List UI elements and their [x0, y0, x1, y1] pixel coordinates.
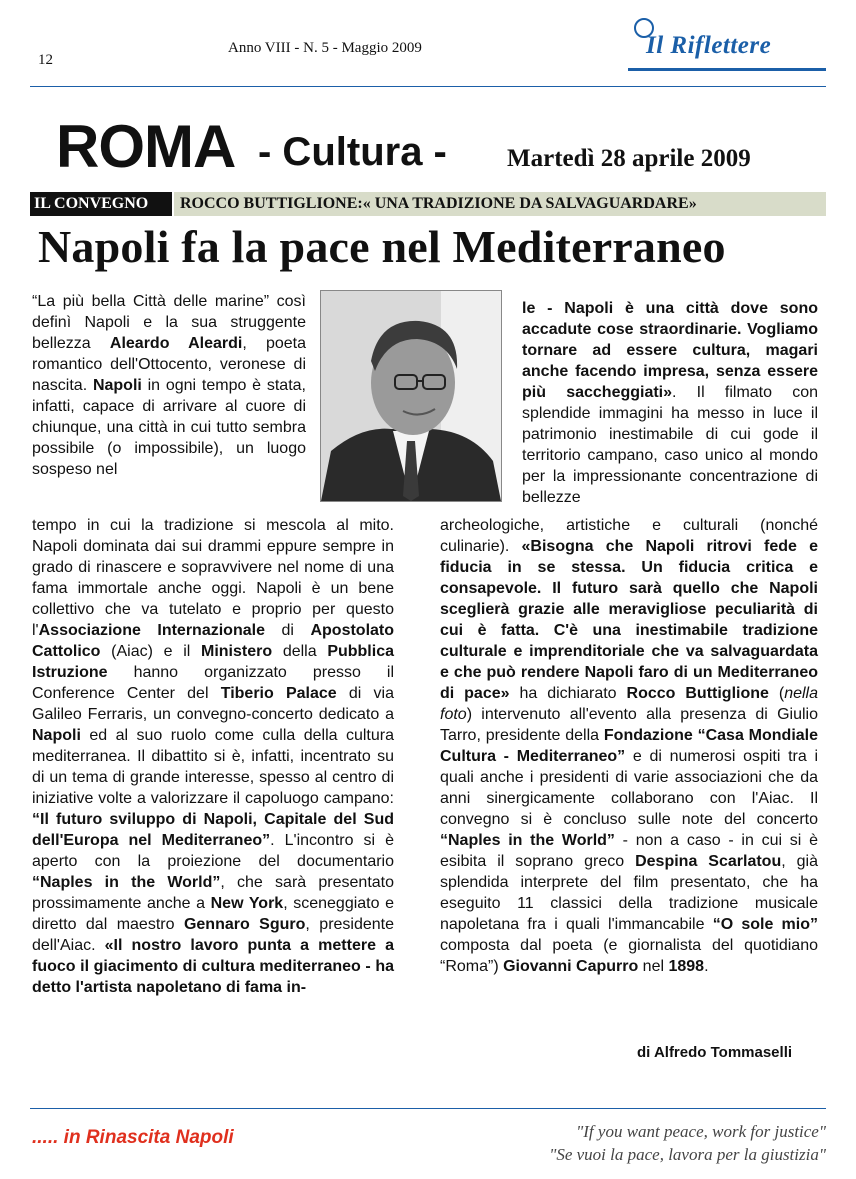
bold-text: Giovanni Capurro	[503, 958, 639, 975]
bold-text: Associazione Internazionale	[38, 622, 265, 639]
issue-line: Anno VIII - N. 5 - Maggio 2009	[228, 40, 422, 56]
bold-text: “Il futuro sviluppo di Napoli, Capitale del Sud dell'Europa nel Mediterraneo”	[32, 811, 394, 849]
body-text: in ogni tempo è stata, infatti, capace di arrivare al cuore di chiunque, una città in cui tutto sembra possibile (o impossibile), un luogo sospeso nel	[32, 377, 306, 478]
body-text: tempo in cui la tradizione si mescola al mito. Napoli dominata dai sui drammi eppure sempre in grado di rinascere e sopravvivere nel nome di una fama immortale anche oggi. Napoli è un bene collettivo che va tutelato e proprio per questo l'	[32, 517, 394, 639]
bold-text: “Naples in the World”	[32, 874, 221, 891]
section-title: - Cultura -	[258, 130, 447, 174]
column-1-bottom	[32, 515, 394, 998]
paragraph	[440, 515, 818, 977]
page-number: 12	[38, 52, 53, 68]
body-text: nel	[638, 958, 669, 975]
article-photo	[320, 290, 502, 502]
column-1-top	[32, 291, 306, 480]
body-text: di via Galileo Ferraris, un convegno-concerto dedicato a	[32, 685, 395, 723]
body-text: . Il filmato con splendide immagini ha messo in luce il patrimonio inestimabile di cui gode il territorio campano, caso unico al mondo per la impressionante concentrazione di bellezze	[522, 384, 819, 506]
body-text: ) intervenuto all'evento alla presenza di Giulio Tarro, presidente della	[440, 706, 818, 744]
body-text: , presidente dell'Aiac.	[32, 916, 395, 954]
bold-text: «Bisogna che Napoli ritrovi fede e fiducia in se stessa. Un fiducia critica e consapevole. Il futuro sarà quello che Napoli sceglierà grazie alle meravigliose peculiarità di cui è fatta. C'è una inestimabile tradizione culturale e imprenditoriale che va salvaguardata e che può rendere Napoli faro di un Mediterraneo di pace»	[440, 538, 818, 702]
paragraph	[32, 515, 394, 998]
article-subtitle: ROCCO BUTTIGLIONE:« UNA TRADIZIONE DA SALVAGUARDARE»	[180, 195, 697, 212]
bold-text: Tiberio Palace	[220, 685, 337, 702]
body-text: ed al suo ruolo come culla della cultura mediterranea. Il dibattito si è, infatti, incentrato su di un tema di grande interesse, spesso al centro di iniziative volte a valorizzare il capoluogo campano:	[32, 727, 394, 807]
logo-text: Il Riflettere	[646, 32, 772, 59]
body-text: (	[768, 685, 785, 702]
paragraph	[32, 291, 306, 480]
body-text: , poeta romantico dell'Ottocento, veronese di nascita.	[32, 335, 307, 394]
masthead-logo	[628, 18, 828, 78]
bold-text: Aleardo Aleardi	[109, 335, 243, 352]
footer-quote	[494, 1120, 826, 1166]
body-text: ha dichiarato	[509, 685, 627, 702]
bold-text: 1898	[668, 958, 705, 975]
bold-text: Ministero	[201, 643, 273, 660]
body-text: , che sarà presentato prossimamente anche a	[32, 874, 395, 912]
portrait-illustration	[321, 291, 501, 501]
issue-date: Martedì 28 aprile 2009	[507, 145, 751, 172]
top-rule	[30, 86, 826, 87]
bottom-rule	[30, 1108, 826, 1109]
body-text: archeologiche, artistiche e culturali (nonché culinarie).	[440, 517, 818, 555]
body-text: , sceneggiato e diretto dal maestro	[32, 895, 395, 933]
bold-text: Despina Scarlatou	[635, 853, 782, 870]
body-text: (Aiac) e il	[100, 643, 201, 660]
bold-text: Apostolato Cattolico	[32, 622, 395, 660]
bold-text: «Il nostro lavoro punta a mettere a fuoco il giacimento di cultura mediterraneo - ha detto l'artista napoletano di fama in-	[32, 937, 394, 996]
body-text: hanno organizzato presso il Conference Center del	[32, 664, 394, 702]
bold-text: “Naples in the World”	[440, 832, 615, 849]
quote-italian: "Se vuoi la pace, lavora per la giustizia"	[549, 1145, 826, 1164]
article-headline: Napoli fa la pace nel Mediterraneo	[38, 221, 726, 272]
body-text: .	[704, 958, 709, 975]
body-text: , già splendida interprete del film presentato, che ha eseguito 11 classici della tradizione musicale napoletana fra i quali l'immancabile	[440, 853, 819, 933]
column-2-bottom	[440, 515, 818, 977]
body-text: della	[272, 643, 328, 660]
body-text: e di numerosi ospiti tra i quali anche i presidenti di varie associazioni che da anni sinergicamente collaborano con l'Aiac. Il convegno si è concluso sulle note del concerto	[440, 748, 819, 828]
bold-text: Gennaro Sguro	[183, 916, 306, 933]
byline: di Alfredo Tommaselli	[637, 1044, 793, 1061]
bold-text: Pubblica Istruzione	[32, 643, 394, 681]
bold-text: Fondazione “Casa Mondiale Cultura - Mediterraneo”	[440, 727, 818, 765]
bold-text: Napoli	[92, 377, 142, 394]
paragraph	[522, 298, 818, 508]
bold-text: New York	[210, 895, 284, 912]
bold-text: “O sole mio”	[712, 916, 819, 933]
bold-text: le - Napoli è una città dove sono accadute cose straordinarie. Vogliamo tornare ad essere cultura, magari anche facendo impresa, senza essere più saccheggiati»	[522, 300, 818, 401]
kicker-label: IL CONVEGNO	[34, 195, 149, 212]
footer-source: ..... in Rinascita Napoli	[32, 1127, 234, 1148]
column-2-top	[522, 298, 818, 508]
body-text: “La più bella Città delle marine” così definì Napoli e la sua struggente bellezza	[32, 293, 306, 352]
logo-underline	[628, 68, 826, 71]
body-text: di	[264, 622, 311, 639]
city-title: ROMA	[56, 113, 236, 180]
bold-text: Napoli	[32, 727, 81, 744]
italic-text: nella foto	[440, 685, 819, 723]
quote-english: "If you want peace, work for justice"	[576, 1122, 826, 1141]
body-text: composta dal poeta (e giornalista del quotidiano “Roma”)	[440, 937, 818, 975]
body-text: . L'incontro si è aperto con la proiezione del documentario	[32, 832, 395, 870]
bold-text: Rocco Buttiglione	[626, 685, 769, 702]
body-text: - non a caso - in cui si è esibita il soprano greco	[440, 832, 818, 870]
